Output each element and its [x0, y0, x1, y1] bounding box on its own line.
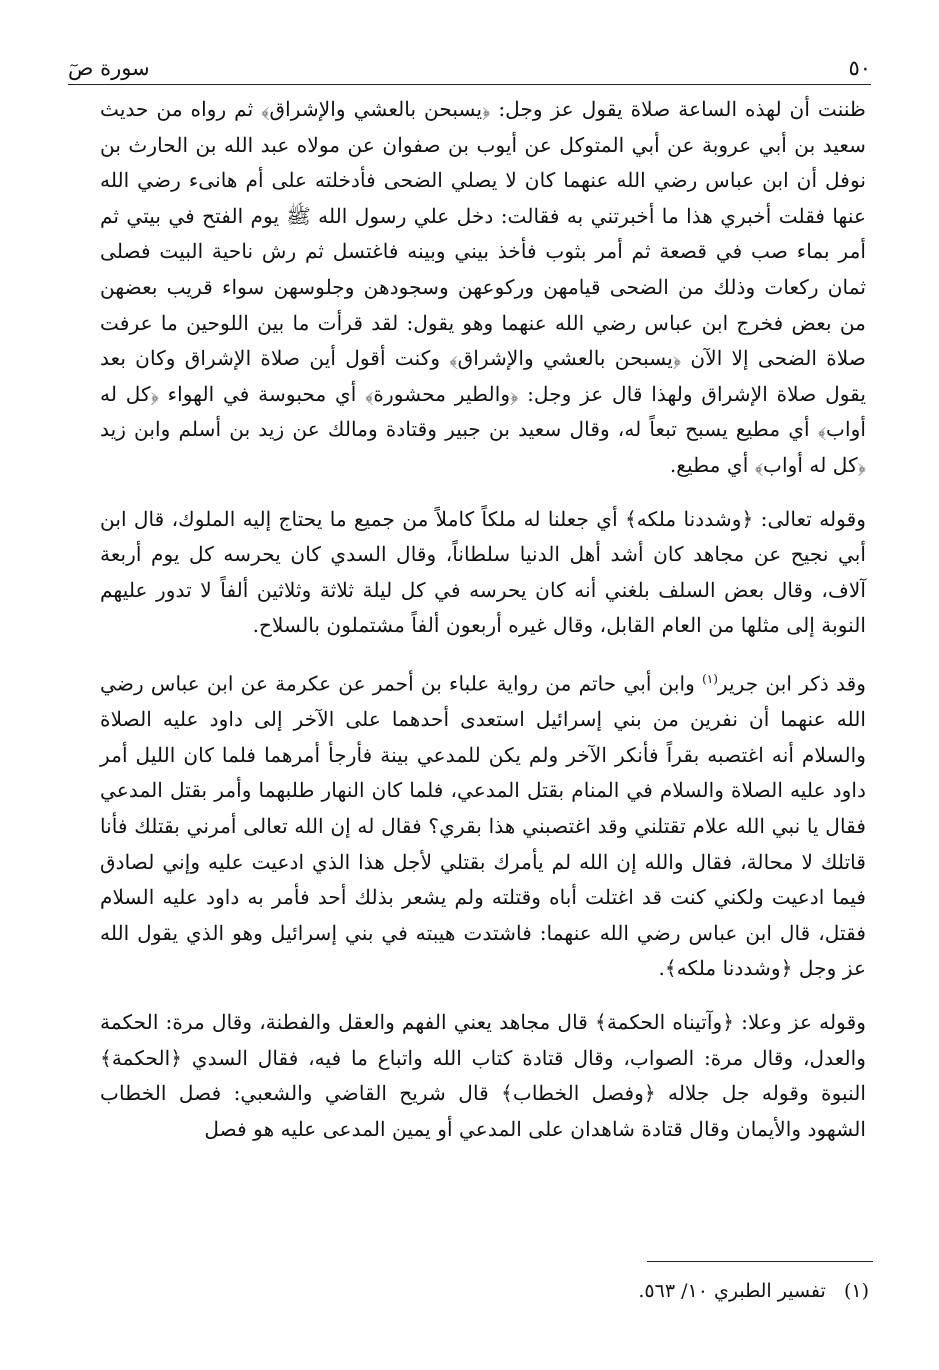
paragraph-2: وقوله تعالى: ﴿وشددنا ملكه﴾ أي جعلنا له ملكاً كاملاً من جميع ما يحتاج إليه الملوك، قال ابن أبي نجيح عن مجاهد كان أشد أهل الدنيا سلطاناً، وقال السدي كان يحرسه كل يوم أربعة آلاف، وقال بعض السلف بلغني أنه كان يحرسه في كل ليلة ثلاثة وثلاثين ألفاً لا تدور عليهم النوبة إلى مثلها من العام القابل، وقال غيره أربعون ألفاً مشتملون بالسلاح. — [100, 506, 866, 638]
page-header — [68, 46, 871, 80]
footnote-reference[interactable]: (١) — [702, 671, 718, 686]
footnote — [100, 1277, 869, 1305]
footnote-marker: (١) — [843, 1280, 869, 1302]
footnote-text: تفسير الطبري ١٠/ ٥٦٣. — [638, 1280, 826, 1302]
paragraph-1: ظننت أن لهذه الساعة صلاة يقول عز وجل: ﴿يسبحن بالعشي والإشراق﴾ ثم رواه من حديث سعيد بن أبي عروبة عن أبي المتوكل عن أيوب بن صفوان عن مولاه عبد الله بن الحارث بن نوفل أن ابن عباس رضي الله عنهما كان لا يصلي الضحى فأدخلته على أم هانىء رضي الله عنها فقلت أخبري هذا ما أخبرتني به فقالت: دخل علي رسول الله ﷺ يوم الفتح في بيتي ثم أمر بماء صب في قصعة ثم أمر بثوب فأخذ بيني وبينه فاغتسل ثم رش ناحية البيت فصلى ثمان ركعات وذلك من الضحى قيامهن وركوعهن وسجودهن وجلوسهن سواء قريب بعضهن من بعض فخرج ابن عباس رضي الله عنهما وهو يقول: لقد قرأت ما بين اللوحين ما عرفت صلاة الضحى إلا الآن ﴿يسبحن بالعشي والإشراق﴾ وكنت أقول أين صلاة الإشراق وكان بعد يقول صلاة الإشراق ولهذا قال عز وجل: ﴿والطير محشورة﴾ أي محبوسة في الهواء ﴿كل له أواب﴾ أي مطيع يسبح تبعاً له، وقال سعيد بن جبير وقتادة ومالك عن زيد بن أسلم وابن زيد ﴿كل له أواب﴾ أي مطيع. — [100, 97, 866, 477]
surah-title: سورة صٓ — [68, 56, 150, 80]
paragraph-3 — [100, 662, 866, 987]
footnote-divider — [647, 1261, 873, 1262]
header-divider — [68, 84, 871, 85]
main-text — [100, 92, 866, 1147]
paragraph-3-lead: وقد ذكر ابن جرير — [717, 671, 866, 696]
page-number: ٥٠ — [848, 56, 871, 80]
paragraph-4: وقوله عز وعلا: ﴿وآتيناه الحكمة﴾ قال مجاهد يعني الفهم والعقل والفطنة، وقال مرة: الحكمة والعدل، وقال مرة: الصواب، وقال قتادة كتاب الله واتباع ما فيه، فقال السدي ﴿الحكمة﴾ النبوة وقوله جل جلاله ﴿وفصل الخطاب﴾ قال شريح القاضي والشعبي: فصل الخطاب الشهود والأيمان وقال قتادة شاهدان على المدعي أو يمين المدعى عليه هو فصل — [100, 1009, 866, 1141]
paragraph-3-body: وابن أبي حاتم من رواية علباء بن أحمر عن عكرمة عن ابن عباس رضي الله عنهما أن نفرين من بني إسرائيل استعدى أحدهما على الآخر إلى داود عليه الصلاة والسلام أنه اغتصبه بقراً فأنكر الآخر ولم يكن للمدعي بينة فأرجأ أمرهما فلما كان الليل أمر داود عليه الصلاة والسلام في المنام بقتل المدعي، فلما كان النهار طلبهما وأمر بقتل المدعي فقال يا نبي الله علام تقتلني وقد اغتصبني هذا بقري؟ فقال له إن الله تعالى أمرني بقتلك فأنا قاتلك لا محالة، فقال والله إن الله لم يأمرك بقتلي لأجل هذا الذي ادعيت عليه وإني لصادق فيما ادعيت ولكني كنت قد اغتلت أباه وقتلته ولم يشعر بذلك أحد فأمر به داود عليه السلام فقتل، قال ابن عباس رضي الله عنهما: فاشتدت هيبته في بني إسرائيل وهو الذي يقول الله عز وجل ﴿وشددنا ملكه﴾. — [100, 671, 866, 981]
